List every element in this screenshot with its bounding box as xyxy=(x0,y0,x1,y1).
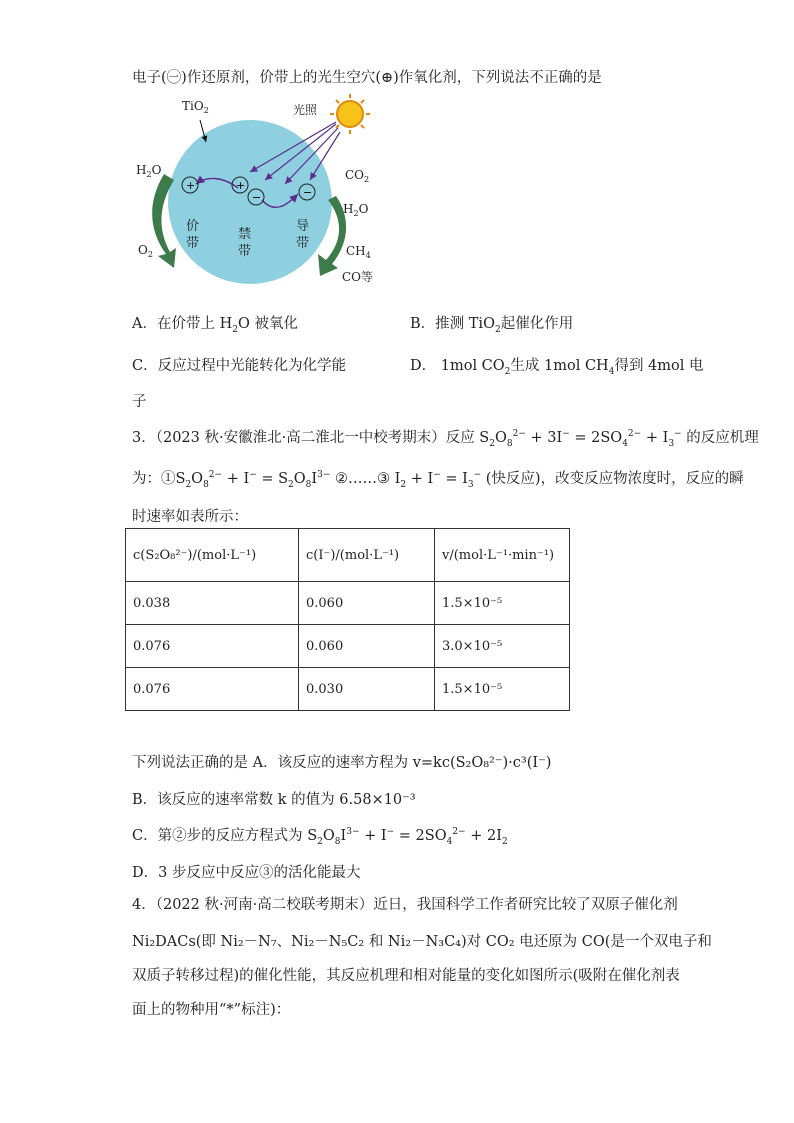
option-d[interactable]: D． 1mol $CO_2$生成 1mol $CH_4$得到 4mol 电 xyxy=(410,358,704,377)
svg-text:−: − xyxy=(303,186,313,199)
table-header: c(I⁻)/(mol·L⁻¹) xyxy=(299,529,435,582)
q3-option-b[interactable]: B．该反应的速率常数 k 的值为 6.58×10⁻³ xyxy=(132,792,416,808)
rate-data-table xyxy=(125,528,570,711)
svg-text:−: − xyxy=(252,191,262,204)
light-label: 光照 xyxy=(293,103,318,117)
co2-right-label: $CO_2$ xyxy=(345,168,370,184)
svg-text:+: + xyxy=(186,179,196,192)
valence-band-label-2: 带 xyxy=(186,236,200,251)
q3-stem-line3: 时速率如表所示： xyxy=(132,509,248,525)
conduction-band-label-2: 带 xyxy=(296,236,310,251)
sun-icon xyxy=(330,94,370,134)
q3-option-c[interactable]: C．第②步的反应方程式为 $S_2O_8I^{3-} + I^- = 2SO_4^{2-} + 2I_2$ xyxy=(132,827,508,847)
table-cell: 0.060 xyxy=(299,582,435,625)
table-cell: 3.0×10⁻⁵ xyxy=(435,625,570,668)
o2-left-label: $O_2$ xyxy=(138,243,153,259)
h2o-left-label: $H_2O$ xyxy=(136,163,162,179)
q4-stem-line1: 4．（2022 秋·河南·高二校联考期末）近日，我国科学工作者研究比较了双原子催化剂 xyxy=(132,897,678,913)
valence-band-label-1: 价 xyxy=(186,219,200,234)
table-row xyxy=(126,668,570,711)
q3-option-a[interactable]: 下列说法正确的是 A．该反应的速率方程为 v=kc(S₂O₈²⁻)·c³(I⁻) xyxy=(132,755,552,771)
table-row xyxy=(126,582,570,625)
table-cell: 0.076 xyxy=(126,625,299,668)
table-header: v/(mol·L⁻¹·min⁻¹) xyxy=(435,529,570,582)
option-a[interactable]: A．在价带上 $H_2O$ 被氧化 xyxy=(132,316,298,335)
table-cell: 0.030 xyxy=(299,668,435,711)
ch4-right-label: $CH_4$ xyxy=(346,244,371,260)
table-header: c(S₂O₈²⁻)/(mol·L⁻¹) xyxy=(126,529,299,582)
q4-stem-line4: 面上的物种用“*”标注)： xyxy=(132,1002,291,1018)
tio2-photocatalysis-diagram xyxy=(130,92,390,292)
q3-option-d[interactable]: D．3 步反应中反应③的活化能最大 xyxy=(132,865,361,881)
table-cell: 0.060 xyxy=(299,625,435,668)
q4-stem-line2: Ni₂DACs(即 Ni₂－N₇、Ni₂－N₅C₂ 和 Ni₂－N₃C₄)对 CO₂ 电还原为 CO(是一个双电子和 xyxy=(132,934,712,950)
option-d-wrap: 子 xyxy=(132,394,147,410)
conduction-band-label-1: 导 xyxy=(296,219,310,234)
q4-stem-line3: 双质子转移过程)的催化性能，其反应机理和相对能量的变化如图所示(吸附在催化剂表 xyxy=(132,968,680,984)
table-row xyxy=(126,625,570,668)
option-c[interactable]: C．反应过程中光能转化为化学能 xyxy=(132,358,347,374)
table-cell: 1.5×10⁻⁵ xyxy=(435,582,570,625)
table-cell: 1.5×10⁻⁵ xyxy=(435,668,570,711)
q3-stem-line2: 为：$①S_2O_8^{2-} + I^- = S_2O_8I^{3-}$ ②……③ $I_2 + I^- = I_3^-$ (快反应)，改变反应物浓度时，反应的瞬 xyxy=(132,470,744,490)
table-header-row xyxy=(126,529,570,582)
table-cell: 0.038 xyxy=(126,582,299,625)
option-b[interactable]: B．推测 TiO$_2$起催化作用 xyxy=(410,316,574,335)
tio2-label: TiO$_2$ xyxy=(182,99,209,115)
forbidden-band-label-2: 带 xyxy=(238,244,252,259)
q3-stem-line1: 3．（2023 秋·安徽淮北·高二淮北一中校考期末）反应 $S_2O_8^{2-} + 3I^- = 2SO_4^{2-} + I_3^-$ 的反应机理 xyxy=(132,429,759,449)
co-etc-label: CO等 xyxy=(342,270,374,284)
svg-text:+: + xyxy=(236,179,246,192)
table-cell: 0.076 xyxy=(126,668,299,711)
forbidden-band-label-1: 禁 xyxy=(238,227,252,242)
h2o-right-label: $H_2O$ xyxy=(343,202,369,218)
question-intro: 电子(㊀)作还原剂，价带上的光生空穴(⊕)作氧化剂，下列说法不正确的是 xyxy=(132,70,602,86)
